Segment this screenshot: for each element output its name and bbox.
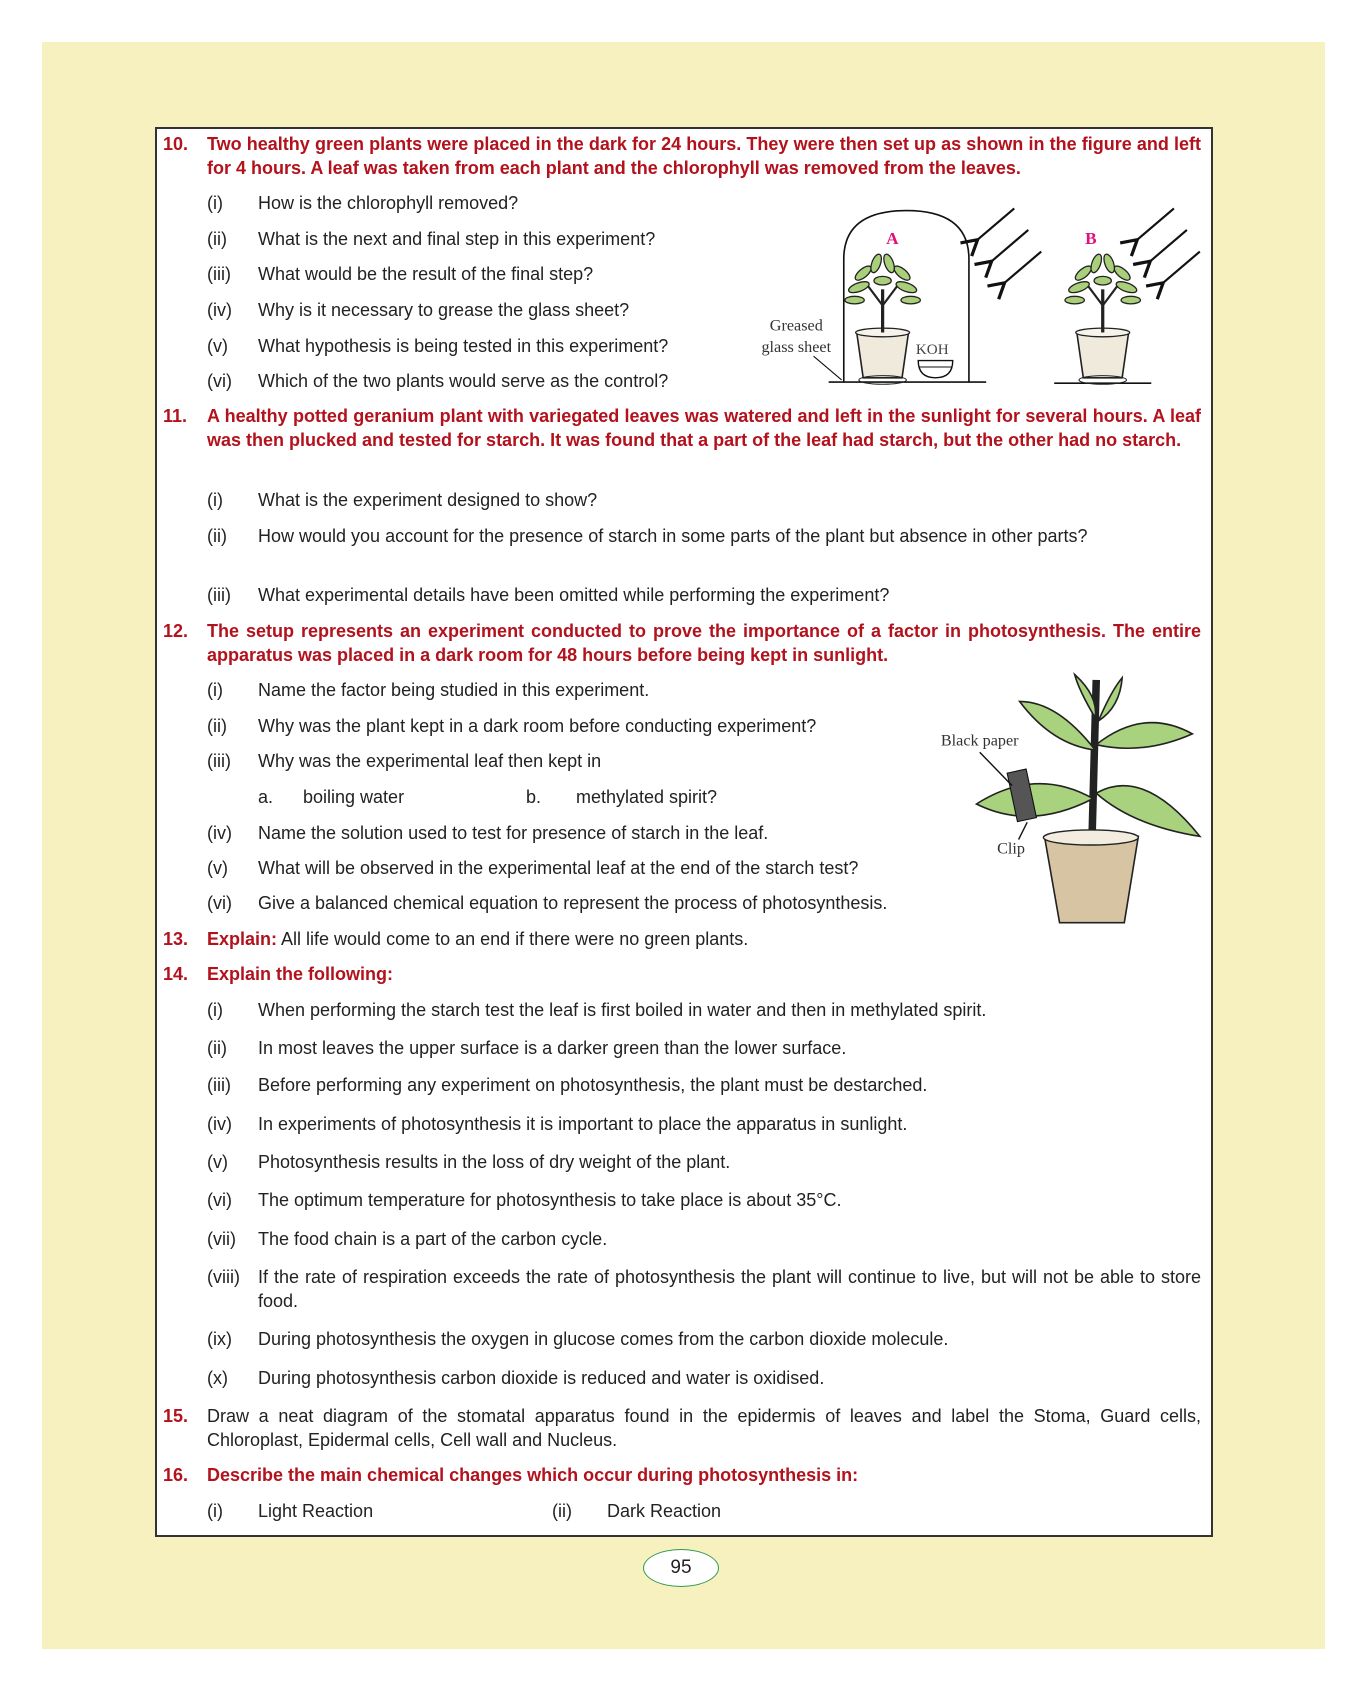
q12-text: The setup represents an experiment conducted to prove the importance of a factor in photosynthesis. The entire apparatus was placed in a dark room for 48 hours before being kept in sunlight.: [207, 621, 1201, 665]
label-clip: Clip: [997, 840, 1025, 858]
q12-sub-a: boiling water: [303, 787, 405, 807]
q11-text: A healthy potted geranium plant with variegated leaves was watered and left in the sunlight for several hours. A leaf was then plucked and tested for starch. It was found that a part of the leaf had starch, but the other had no starch.: [207, 406, 1201, 450]
q16-label: (ii): [552, 1501, 572, 1521]
q13-lead: Explain:: [207, 929, 278, 949]
q14-item: Photosynthesis results in the loss of dry weight of the plant.: [258, 1152, 731, 1172]
q11-label: (ii): [207, 526, 227, 546]
q14-item: If the rate of respiration exceeds the rate of photosynthesis the plant will continue to live, but will not be able to store food.: [258, 1267, 1201, 1311]
q10-label: (vi): [207, 371, 232, 391]
q12-item: Give a balanced chemical equation to represent the process of photosynthesis.: [258, 893, 888, 913]
label-b: B: [1085, 229, 1097, 249]
q10-item: What hypothesis is being tested in this experiment?: [258, 336, 669, 356]
q14-label: (ii): [207, 1038, 227, 1058]
q14-item: During photosynthesis the oxygen in glucose comes from the carbon dioxide molecule.: [258, 1329, 949, 1349]
label-a: A: [886, 229, 899, 249]
q13-body: All life would come to an end if there were no green plants.: [277, 929, 749, 949]
q12-label: (iii): [207, 751, 231, 771]
q10-number: 10.: [163, 134, 189, 154]
q14-label: (iii): [207, 1075, 231, 1095]
q12-item: Name the factor being studied in this experiment.: [258, 680, 650, 700]
q12-label: (i): [207, 680, 223, 700]
q14-label: (i): [207, 1000, 223, 1020]
q10-item: How is the chlorophyll removed?: [258, 193, 519, 213]
q10-item: Why is it necessary to grease the glass sheet?: [258, 300, 630, 320]
q14-item: In experiments of photosynthesis it is important to place the apparatus in sunlight.: [258, 1114, 908, 1134]
q10-label: (iii): [207, 264, 231, 284]
q16-number: 16.: [163, 1465, 189, 1485]
q11-item: How would you account for the presence of starch in some parts of the plant but absence in other parts?: [258, 526, 1088, 546]
q14-number: 14.: [163, 964, 189, 984]
q16-item: Light Reaction: [258, 1501, 374, 1521]
q10-label: (i): [207, 193, 223, 213]
q12-item: Why was the plant kept in a dark room before conducting experiment?: [258, 716, 817, 736]
q15-number: 15.: [163, 1406, 189, 1426]
q14-text: Explain the following:: [207, 964, 393, 984]
q10-item: What would be the result of the final step?: [258, 264, 594, 284]
label-greased: Greased: [769, 317, 823, 335]
q12-label: (iv): [207, 823, 232, 843]
label-glass-sheet: glass sheet: [761, 338, 832, 356]
q14-item: During photosynthesis carbon dioxide is reduced and water is oxidised.: [258, 1368, 825, 1388]
q15-text: Draw a neat diagram of the stomatal apparatus found in the epidermis of leaves and label the Stoma, Guard cells, Chloroplast, Epidermal cells, Cell wall and Nucleus.: [207, 1406, 1201, 1450]
q14-label: (ix): [207, 1329, 232, 1349]
q14-label: (vi): [207, 1190, 232, 1210]
q14-item: In most leaves the upper surface is a darker green than the lower surface.: [258, 1038, 847, 1058]
q12-sub-b-label: b.: [526, 787, 542, 807]
q11-label: (i): [207, 490, 223, 510]
q12-label: (ii): [207, 716, 227, 736]
q12-item: What will be observed in the experimental leaf at the end of the starch test?: [258, 858, 859, 878]
q11-number: 11.: [163, 406, 188, 426]
q14-label: (x): [207, 1368, 228, 1388]
q10-label: (iv): [207, 300, 232, 320]
q12-item: Name the solution used to test for presence of starch in the leaf.: [258, 823, 769, 843]
q11-item: What is the experiment designed to show?: [258, 490, 598, 510]
q12-label: (v): [207, 858, 228, 878]
q14-label: (iv): [207, 1114, 232, 1134]
q10-item: Which of the two plants would serve as the control?: [258, 371, 669, 391]
q12-label: (vi): [207, 893, 232, 913]
q13-number: 13.: [163, 929, 189, 949]
q11-label: (iii): [207, 585, 231, 605]
q10-item: What is the next and final step in this experiment?: [258, 229, 656, 249]
q14-item: Before performing any experiment on photosynthesis, the plant must be destarched.: [258, 1075, 928, 1095]
q14-item: The optimum temperature for photosynthesis to take place is about 35°C.: [258, 1190, 842, 1210]
q14-label: (vii): [207, 1229, 236, 1249]
page-number: 95: [643, 1549, 719, 1587]
label-black-paper: Black paper: [940, 732, 1019, 750]
q14-item: The food chain is a part of the carbon cycle.: [258, 1229, 608, 1249]
q12-number: 12.: [163, 621, 189, 641]
label-koh: KOH: [915, 342, 949, 359]
q10-label: (v): [207, 336, 228, 356]
q13-text: [207, 927, 748, 951]
q14-label: (viii): [207, 1267, 240, 1287]
q14-item: When performing the starch test the leaf is first boiled in water and then in methylated spirit.: [258, 1000, 987, 1020]
q16-text: Describe the main chemical changes which occur during photosynthesis in:: [207, 1465, 859, 1485]
q11-item: What experimental details have been omitted while performing the experiment?: [258, 585, 890, 605]
q12-sub-a-label: a.: [258, 787, 274, 807]
q12-item: Why was the experimental leaf then kept in: [258, 751, 602, 771]
q12-sub-b: methylated spirit?: [576, 787, 718, 807]
q14-label: (v): [207, 1152, 228, 1172]
q16-label: (i): [207, 1501, 223, 1521]
q10-text: Two healthy green plants were placed in the dark for 24 hours. They were then set up as shown in the figure and left for 4 hours. A leaf was taken from each plant and the chlorophyll was removed from the leaves.: [207, 134, 1201, 178]
q10-label: (ii): [207, 229, 227, 249]
q16-item: Dark Reaction: [607, 1501, 722, 1521]
